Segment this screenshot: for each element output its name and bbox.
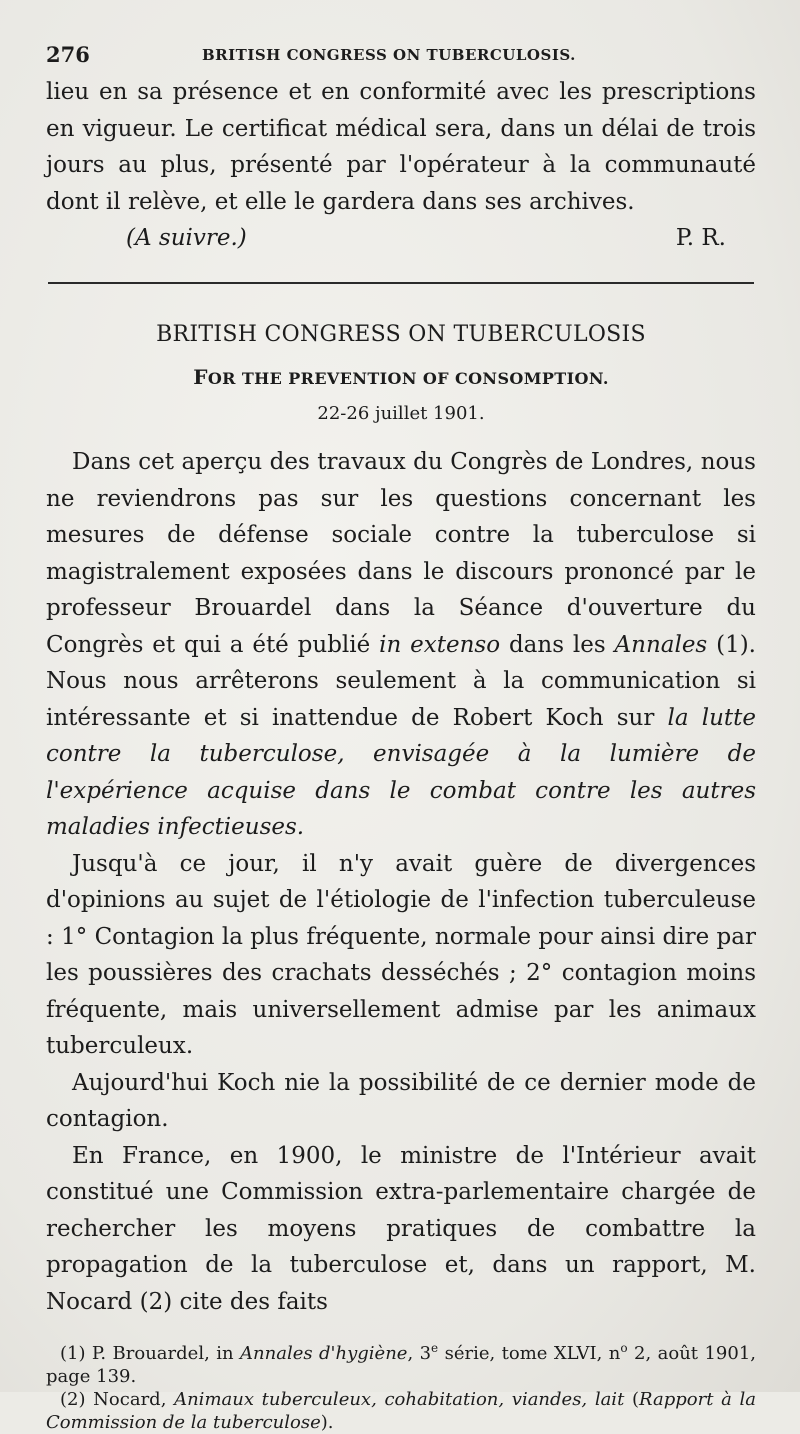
fn2-italic-title: Animaux tuberculeux, cohabitation, viandes, lait	[174, 1389, 625, 1410]
previous-article-paragraph: lieu en sa présence et en conformité avec les prescriptions en vigueur. Le certificat médical sera, dans un délai de trois jours au plus, présenté par l'opérateur à la communauté dont il relève, et elle le gardera dans ses archives.	[46, 79, 756, 215]
fn2-italic-rapport: Rapport à la Commission de la tuberculose	[46, 1389, 756, 1433]
paragraph-3: Aujourd'hui Koch nie la possibilité de ce dernier mode de contagion.	[46, 1069, 756, 1132]
fn1-italic-journal: Annales d'hygiène	[240, 1343, 408, 1364]
fn2-text-c: (	[624, 1389, 640, 1410]
subtitle-rest: OR THE PREVENTION OF CONSOMPTION.	[207, 369, 609, 388]
page-number: 276	[46, 42, 90, 67]
article-date: 22-26 juillet 1901.	[317, 403, 485, 424]
subtitle-initial: F	[193, 365, 208, 389]
p1-text-a: Dans cet aperçu des travaux du Congrès de Londres, nous ne reviendrons pas sur les questions concernant les mesures de défense sociale contre la tuberculose si magistralement exposées dans le discours prononcé par le professeur Brouardel dans la Séance d'ouverture du Congrès et qui a été publié	[46, 449, 756, 658]
p1-italic-in-extenso: in extenso	[379, 631, 501, 658]
paragraph-4: En France, en 1900, le ministre de l'Intérieur avait constitué une Commission extra-parlementaire chargée de rechercher les moyens pratiques de combattre la propagation de la tuberculose et, dans un rapport, M. Nocard (2) cite des faits	[46, 1142, 756, 1315]
footnote-1	[46, 1342, 756, 1388]
fn1-text-d: série, tome XLVI, n	[438, 1343, 621, 1364]
a-suivre-note: (A suivre.)	[126, 225, 247, 251]
paragraph-1	[46, 444, 756, 846]
article-body	[46, 444, 756, 1320]
article-subtitle	[46, 365, 756, 389]
fn1-text-e: 2, août 1901, page 139.	[46, 1343, 757, 1387]
previous-article-end	[46, 74, 756, 220]
p1-italic-annales: Annales	[614, 631, 708, 658]
fn2-text-a: (2) Nocard,	[60, 1389, 175, 1410]
article-title: BRITISH CONGRESS ON TUBERCULOSIS	[156, 322, 646, 347]
section-divider	[48, 282, 754, 284]
p1-text-e: (1). Nous nous arrêterons seulement à la communication si intéressante et si inattendue de Robert Koch sur	[46, 631, 756, 731]
p1-text-c: dans les	[500, 631, 615, 658]
fn1-superscript: e	[431, 1341, 439, 1355]
running-head	[46, 34, 756, 74]
running-title: BRITISH CONGRESS ON TUBERCULOSIS.	[202, 46, 576, 64]
fn1-text-a: (1) P. Brouardel, in	[60, 1343, 241, 1364]
fn2-text-e: ).	[320, 1412, 334, 1433]
signoff	[46, 220, 756, 256]
fn1-superscript-2: o	[620, 1341, 628, 1355]
p1-italic-koch-title: la lutte contre la tuberculose, envisagée à la lumière de l'expérience acquise dans le combat contre les autres maladies infectieuses.	[46, 704, 756, 840]
fn1-text-c: , 3	[407, 1343, 432, 1364]
footnotes	[46, 1342, 756, 1434]
footnote-2	[46, 1388, 756, 1434]
author-initials: P. R.	[675, 225, 726, 251]
paragraph-2: Jusqu'à ce jour, il n'y avait guère de divergences d'opinions au sujet de l'étiologie de l'infection tuberculeuse : 1° Contagion la plus fréquente, normale pour ainsi dire par les poussières des crachats desséchés ; 2° contagion moins fréquente, mais universellement admise par les animaux tuberculeux.	[46, 850, 756, 1059]
